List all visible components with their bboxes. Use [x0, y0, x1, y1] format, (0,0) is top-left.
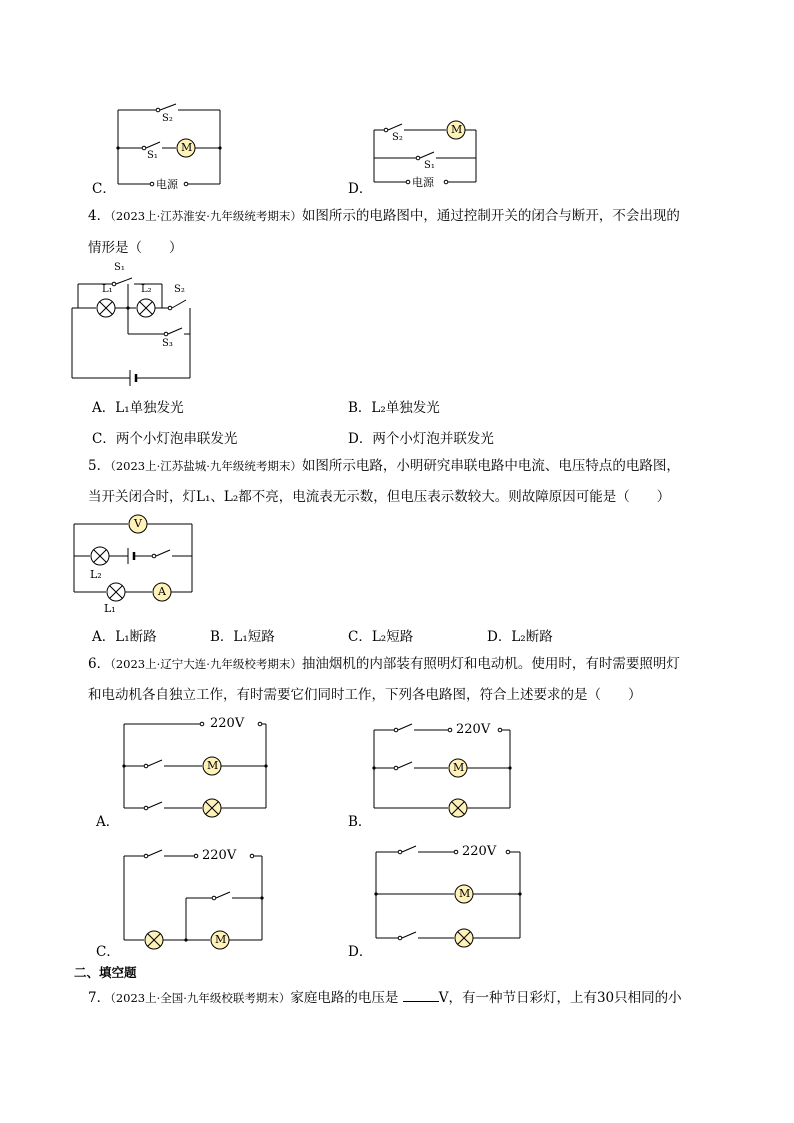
q6-circuit-b [372, 720, 517, 816]
q6-stem-line1 [88, 656, 680, 672]
q4-l1-label: L₁ [102, 284, 113, 295]
q3d-power-label: 电源 [412, 176, 434, 189]
q4-option-b[interactable]: B．L₂单独发光 [348, 400, 440, 416]
q3d-s1-label: S₁ [424, 160, 435, 171]
q3c-s2-label: S₂ [162, 113, 173, 124]
q6-option-b-label[interactable]: B． [348, 814, 372, 830]
q7-answer-blank[interactable] [403, 990, 439, 1002]
q3d-motor-label: M [451, 123, 463, 136]
q6c-voltage-label: 220V [202, 848, 237, 863]
q6-option-c-label[interactable]: C． [96, 944, 120, 960]
q4-s2-label: S₂ [174, 284, 185, 295]
q5-stem-line1 [88, 458, 680, 474]
q7-stem [88, 990, 682, 1006]
q5-text: 如图所示电路，小明研究串联电路中电流、电压特点的电路图， [301, 458, 680, 474]
q5-option-a[interactable]: A．L₁断路 [92, 629, 157, 645]
q4-l2-label: L₂ [141, 284, 152, 295]
q6b-voltage-label: 220V [456, 722, 491, 737]
q4-s3-label: S₃ [162, 338, 173, 349]
q5-number: 5． [88, 458, 111, 474]
q6-circuit-a [122, 716, 272, 816]
q6d-voltage-label: 220V [462, 844, 497, 859]
q6d-motor-label: M [459, 887, 471, 900]
q4-source: （2023上·江苏淮安·九年级统考期末） [110, 209, 302, 223]
q7-text-a: 家庭电路的电压是 [290, 990, 399, 1006]
q3c-power-label: 电源 [156, 178, 178, 191]
q5-voltmeter-label: V [134, 517, 142, 530]
q5-circuit [72, 514, 197, 615]
q6-circuit-c [122, 846, 267, 950]
q3-option-c-label: C． [92, 181, 116, 197]
q7-source: （2023上·全国·九年级校联考期末） [110, 991, 291, 1005]
q4-option-a[interactable]: A．L₁单独发光 [92, 400, 184, 416]
q4-stem-line2: 情形是（ ） [88, 240, 183, 256]
q4-s1-label: S₁ [114, 262, 125, 273]
q6-option-d-label[interactable]: D． [348, 944, 373, 960]
q4-option-d[interactable]: D．两个小灯泡并联发光 [348, 431, 494, 447]
q5-option-b[interactable]: B．L₁短路 [210, 629, 275, 645]
q6b-motor-label: M [453, 761, 465, 774]
q5-source: （2023上·江苏盐城·九年级统考期末） [110, 459, 302, 473]
q5-l1-label: L₁ [104, 602, 116, 615]
q7-text-b: V，有一种节日彩灯，上有30只相同的小 [438, 990, 682, 1006]
q6a-voltage-label: 220V [210, 716, 245, 731]
q3-circuit-d [372, 120, 482, 189]
section-title-fill-blank: 二、填空题 [74, 965, 137, 980]
q4-circuit [70, 262, 200, 382]
q4-number: 4． [88, 208, 111, 224]
q6-source: （2023上·辽宁大连·九年级校考期末） [110, 657, 302, 671]
q5-ammeter-label: A [158, 585, 166, 598]
q7-number: 7． [88, 990, 111, 1006]
q4-text: 如图所示的电路图中，通过控制开关的闭合与断开，不会出现的 [301, 208, 680, 224]
q5-option-c[interactable]: C．L₂短路 [348, 629, 414, 645]
q3-option-d-label: D． [348, 181, 373, 197]
q3c-motor-label: M [181, 141, 193, 154]
q3c-s1-label: S₁ [147, 150, 158, 161]
q6-circuit-d [374, 842, 524, 946]
q6a-motor-label: M [207, 759, 219, 772]
q3-circuit-c [116, 104, 226, 191]
q5-option-d[interactable]: D．L₂断路 [487, 629, 553, 645]
q4-stem-line1 [88, 208, 680, 224]
q4-option-c[interactable]: C．两个小灯泡串联发光 [92, 431, 238, 447]
q3d-s2-label: S₂ [392, 132, 403, 143]
q6-stem-line2: 和电动机各自独立工作，有时需要它们同时工作，下列各电路图，符合上述要求的是（ ） [88, 687, 642, 703]
q6-text: 抽油烟机的内部装有照明灯和电动机。使用时，有时需要照明灯 [301, 656, 680, 672]
q6c-motor-label: M [215, 933, 227, 946]
q6-option-a-label[interactable]: A． [96, 814, 120, 830]
q5-stem-line2: 当开关闭合时，灯L₁、L₂都不亮，电流表无示数，但电压表示数较大。则故障原因可能是（ ） [88, 489, 671, 505]
q6-number: 6． [88, 656, 111, 672]
q5-l2-label: L₂ [90, 568, 102, 581]
